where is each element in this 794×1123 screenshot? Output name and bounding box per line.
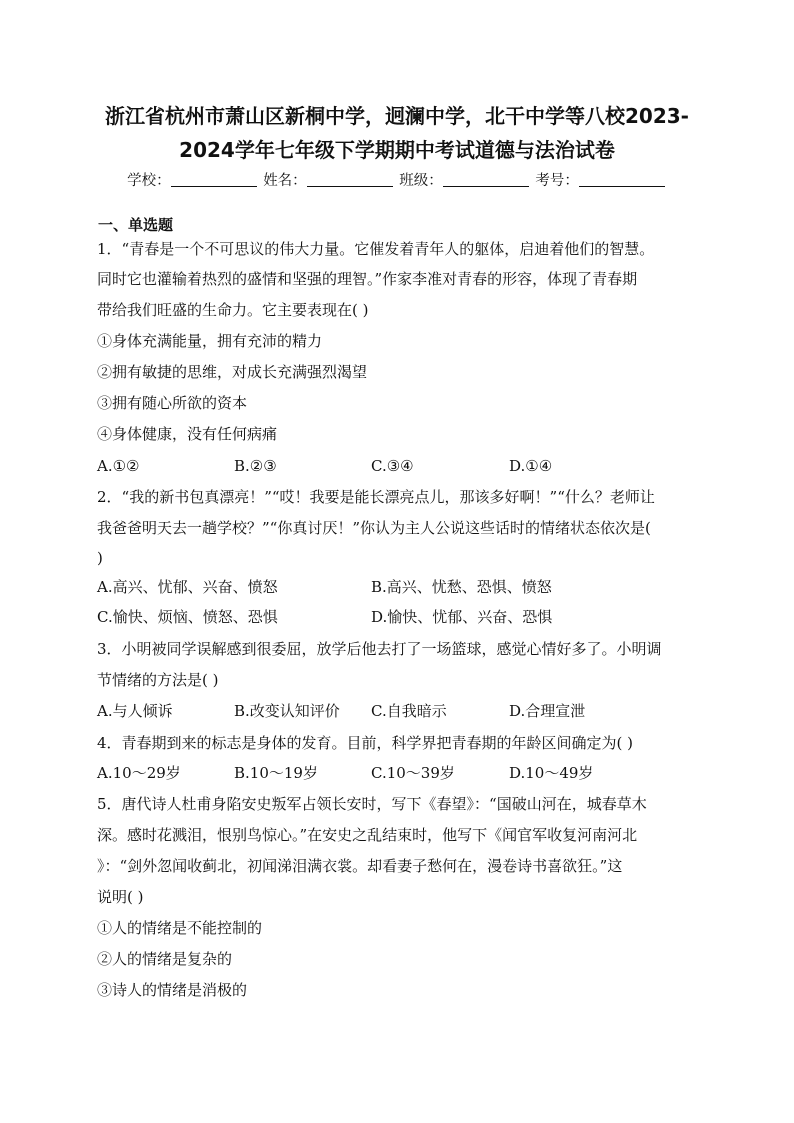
exam-title-line-1: 浙江省杭州市萧山区新桐中学，迥澜中学，北干中学等八校2023-	[105, 104, 689, 128]
question-1-statement: ③拥有随心所欲的资本	[97, 394, 248, 412]
question-5-statement: ③诗人的情绪是消极的	[97, 981, 248, 999]
question-1-statement: ②拥有敏捷的思维，对成长充满强烈渴望	[97, 363, 368, 381]
question-2-stem-line: )	[97, 549, 103, 567]
question-2-option-d: D.愉快、忧郁、兴奋、恐惧	[371, 608, 553, 626]
question-1-statement: ④身体健康，没有任何病痛	[97, 425, 278, 443]
question-3-option-b: B.改变认知评价	[234, 702, 340, 720]
question-1-option-d: D.①④	[509, 457, 553, 475]
question-3-option-a: A.与人倾诉	[97, 702, 173, 720]
question-3-option-c: C.自我暗示	[371, 702, 447, 720]
question-1-stem-line: 带给我们旺盛的生命力。它主要表现在( )	[97, 301, 369, 319]
exam-number-label: 考号：	[535, 173, 579, 189]
question-5-statement: ②人的情绪是复杂的	[97, 950, 233, 968]
question-3-option-d: D.合理宣泄	[509, 702, 586, 720]
question-1-stem-line: 1．“青春是一个不可思议的伟大力量。它催发着青年人的躯体，启迪着他们的智慧。	[97, 240, 655, 258]
question-1-option-b: B.②③	[234, 457, 277, 475]
question-4-option-d: D.10～49岁	[509, 764, 594, 782]
question-4-option-a: A.10～29岁	[97, 764, 181, 782]
question-4-option-b: B.10～19岁	[234, 764, 318, 782]
question-5-statement: ①人的情绪是不能控制的	[97, 919, 263, 937]
question-2-option-a: A.高兴、忧郁、兴奋、愤怒	[97, 578, 278, 596]
question-5-stem-line: 说明( )	[97, 888, 144, 906]
section-title: 一、单选题	[98, 216, 174, 234]
question-1-statement: ①身体充满能量，拥有充沛的精力	[97, 332, 323, 350]
question-3-stem-line: 3．小明被同学误解感到很委屈，放学后他去打了一场篮球，感觉心情好多了。小明调	[97, 640, 662, 658]
question-5-stem-line: 》：“剑外忽闻收蓟北，初闻涕泪满衣裳。却看妻子愁何在，漫卷诗书喜欲狂。”这	[97, 857, 623, 875]
question-4-stem-line: 4．青春期到来的标志是身体的发育。目前，科学界把青春期的年龄区间确定为( )	[97, 734, 634, 752]
class-label: 班级：	[399, 173, 443, 189]
question-1-option-c: C.③④	[371, 457, 414, 475]
class-blank	[443, 171, 529, 187]
exam-title-line-2: 2024学年七年级下学期期中考试道德与法治试卷	[179, 138, 615, 162]
school-label: 学校：	[127, 173, 171, 189]
name-blank	[307, 171, 393, 187]
student-info-row	[0, 170, 794, 192]
name-label: 姓名：	[263, 173, 307, 189]
exam-number-blank	[579, 171, 665, 187]
question-2-option-c: C.愉快、烦恼、愤怒、恐惧	[97, 608, 278, 626]
question-2-stem-line: 我爸爸明天去一趟学校？”“你真讨厌！”你认为主人公说这些话时的情绪状态依次是(	[97, 519, 651, 537]
question-5-stem-line: 深。感时花溅泪，恨别鸟惊心。”在安史之乱结束时，他写下《闻官军收复河南河北	[97, 826, 638, 844]
question-1-stem-line: 同时它也灌输着热烈的盛情和坚强的理智。”作家李准对青春的形容，体现了青春期	[97, 270, 638, 288]
question-3-stem-line: 节情绪的方法是( )	[97, 671, 219, 689]
question-2-option-b: B.高兴、忧愁、恐惧、愤怒	[371, 578, 552, 596]
question-1-option-a: A.①②	[97, 457, 140, 475]
question-4-option-c: C.10～39岁	[371, 764, 455, 782]
school-blank	[171, 171, 257, 187]
question-5-stem-line: 5．唐代诗人杜甫身陷安史叛军占领长安时，写下《春望》：“国破山河在，城春草木	[97, 795, 647, 813]
question-2-stem-line: 2．“我的新书包真漂亮！”“哎！我要是能长漂亮点儿，那该多好啊！”“什么？老师让	[97, 488, 655, 506]
